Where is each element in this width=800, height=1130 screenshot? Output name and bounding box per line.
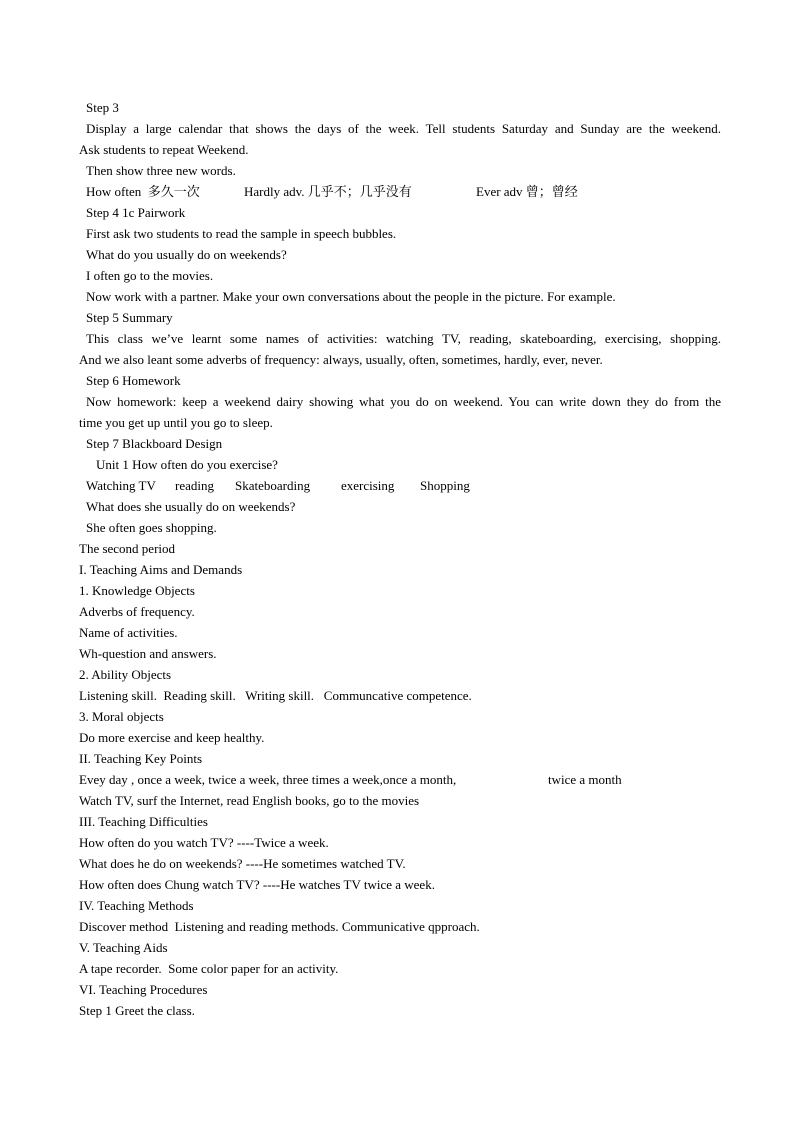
sample-answer: I often go to the movies. xyxy=(86,268,214,283)
pairwork-instruction: Now work with a partner. Make your own conversations about the people in the picture. For example. xyxy=(86,289,616,304)
aids-text: A tape recorder. Some color paper for an activity. xyxy=(79,961,339,976)
difficulty-item-1: How often do you watch TV? ----Twice a week. xyxy=(79,835,329,850)
activity-skateboarding: Skateboarding xyxy=(235,478,311,493)
blackboard-title: Unit 1 How often do you exercise? xyxy=(96,457,278,472)
second-period-heading: The second period xyxy=(79,541,176,556)
methods-text: Discover method Listening and reading methods. Communicative qpproach. xyxy=(79,919,480,934)
sample-question: What do you usually do on weekends? xyxy=(86,247,287,262)
activity-shopping: Shopping xyxy=(420,478,470,493)
procedure-step-1: Step 1 Greet the class. xyxy=(79,1003,195,1018)
section-methods: IV. Teaching Methods xyxy=(79,898,194,913)
step-3-heading: Step 3 xyxy=(86,100,119,115)
step-3-text-line-2: Ask students to repeat Weekend. xyxy=(79,142,249,157)
moral-objects-text: Do more exercise and keep healthy. xyxy=(79,730,265,745)
activity-reading: reading xyxy=(175,478,214,493)
section-procedures: VI. Teaching Procedures xyxy=(79,982,208,997)
activity-watching-tv: Watching TV xyxy=(86,478,156,493)
ability-objects-heading: 2. Ability Objects xyxy=(79,667,172,682)
section-key-points: II. Teaching Key Points xyxy=(79,751,203,766)
section-aids: V. Teaching Aids xyxy=(79,940,168,955)
difficulty-item-3: How often does Chung watch TV? ----He watches TV twice a week. xyxy=(79,877,435,892)
step-5-heading: Step 5 Summary xyxy=(86,310,173,325)
step-6-heading: Step 6 Homework xyxy=(86,373,181,388)
step-4-heading: Step 4 1c Pairwork xyxy=(86,205,186,220)
step-7-heading: Step 7 Blackboard Design xyxy=(86,436,223,451)
step-4-text: First ask two students to read the sample in speech bubbles. xyxy=(86,226,397,241)
knowledge-item-1: Adverbs of frequency. xyxy=(79,604,195,619)
step-3-text-line-1: Display a large calendar that shows the days of the week. Tell students Saturday and Sunday are the weekend. xyxy=(86,121,721,136)
section-difficulties: III. Teaching Difficulties xyxy=(79,814,208,829)
blackboard-question: What does she usually do on weekends? xyxy=(86,499,296,514)
difficulty-item-2: What does he do on weekends? ----He sometimes watched TV. xyxy=(79,856,406,871)
knowledge-objects-heading: 1. Knowledge Objects xyxy=(79,583,195,598)
word-ever: Ever adv 曾；曾经 xyxy=(476,184,578,199)
summary-line-2: And we also leant some adverbs of frequency: always, usually, often, sometimes, hardly, ever, never. xyxy=(79,352,603,367)
key-points-activities: Watch TV, surf the Internet, read English books, go to the movies xyxy=(79,793,420,808)
blackboard-answer: She often goes shopping. xyxy=(86,520,217,535)
frequency-twice-a-month: twice a month xyxy=(548,772,622,787)
activity-exercising: exercising xyxy=(341,478,395,493)
word-how-often: How often 多久一次 xyxy=(86,184,200,199)
frequency-phrases: Evey day , once a week, twice a week, three times a week,once a month, xyxy=(79,772,457,787)
word-hardly: Hardly adv. 几乎不；几乎没有 xyxy=(244,184,412,199)
knowledge-item-3: Wh-question and answers. xyxy=(79,646,217,661)
new-words-intro: Then show three new words. xyxy=(86,163,236,178)
knowledge-item-2: Name of activities. xyxy=(79,625,178,640)
homework-line-1: Now homework: keep a weekend dairy showing what you do on weekend. You can write down they do from the xyxy=(86,394,721,409)
summary-line-1: This class we’ve learnt some names of activities: watching TV, reading, skateboarding, exercising, shopping. xyxy=(86,331,721,346)
ability-skills: Listening skill. Reading skill. Writing skill. Communcative competence. xyxy=(79,688,472,703)
section-teaching-aims: I. Teaching Aims and Demands xyxy=(79,562,243,577)
moral-objects-heading: 3. Moral objects xyxy=(79,709,164,724)
homework-line-2: time you get up until you go to sleep. xyxy=(79,415,273,430)
